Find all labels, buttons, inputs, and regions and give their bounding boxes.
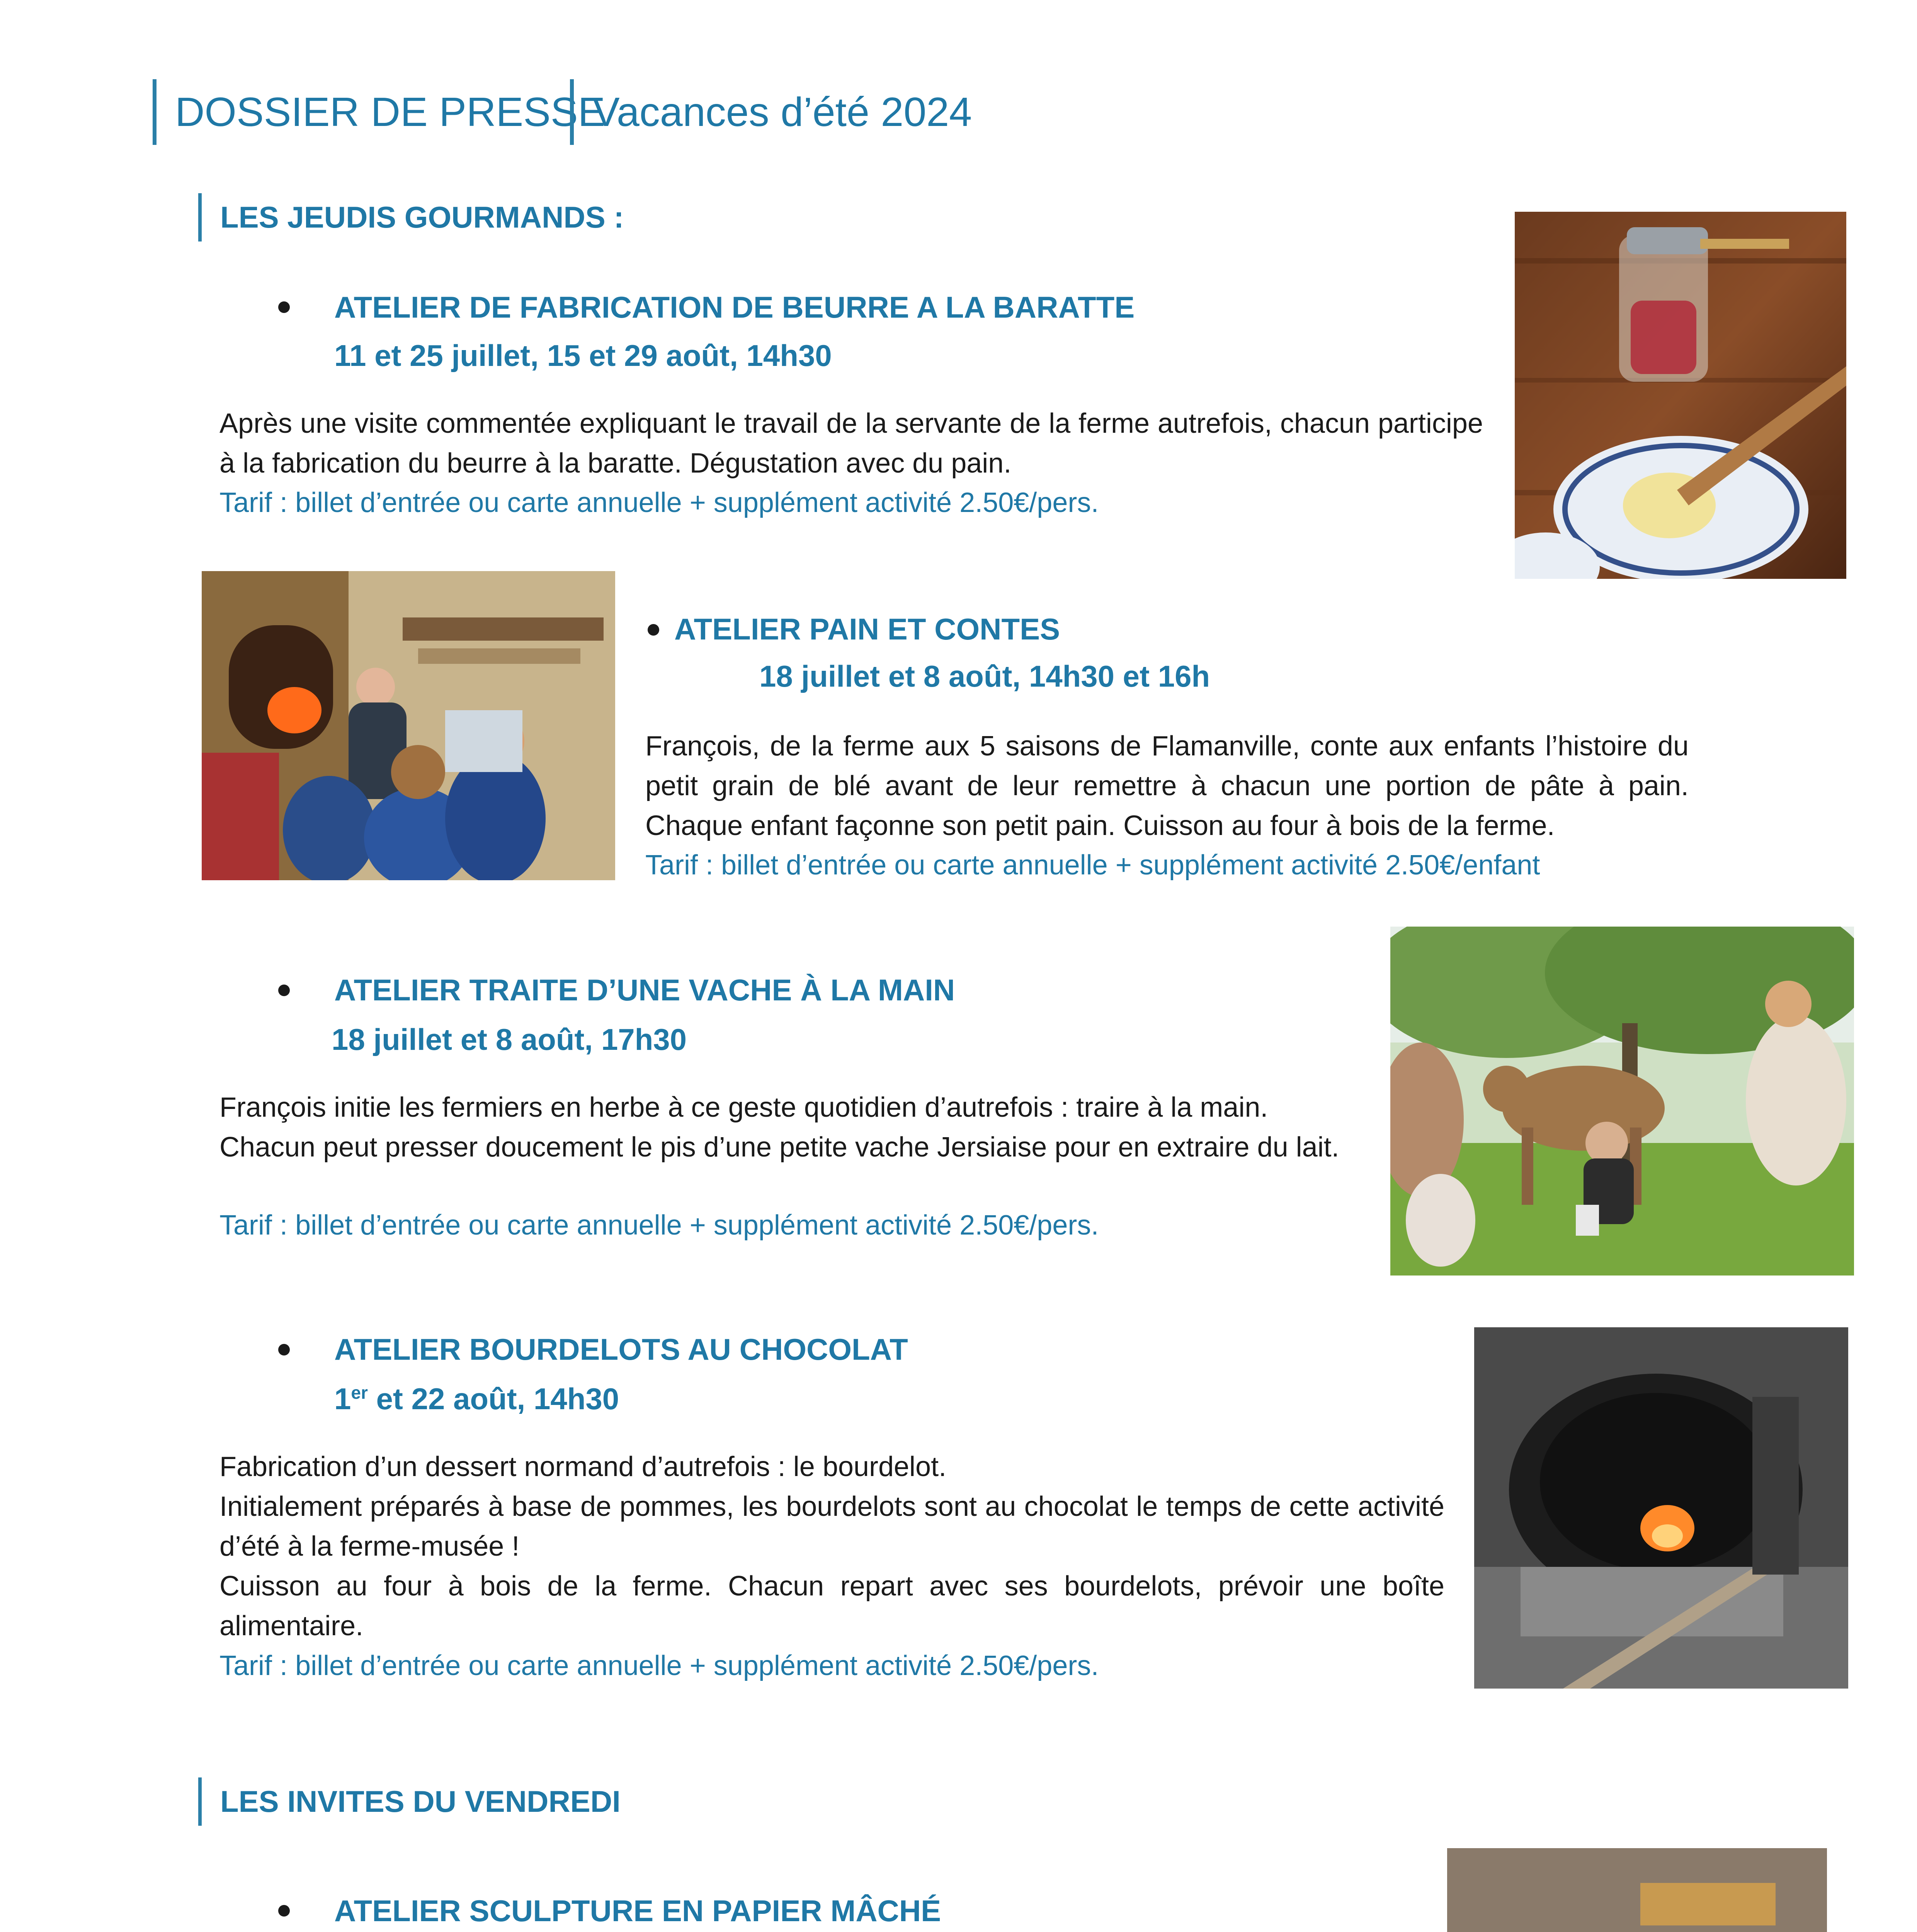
atelier-beurre-description xyxy=(219,404,1483,483)
atelier-bourdelots-tarif: Tarif : billet d’entrée ou carte annuelle + supplément activité 2.50€/pers. xyxy=(219,1650,1099,1681)
bullet xyxy=(278,985,290,996)
description-line: Chacun peut presser doucement le pis d’une petite vache Jersiaise pour en extraire du lait. xyxy=(219,1132,1339,1163)
description-line: François, de la ferme aux 5 saisons de Flamanville, conte aux enfants l’histoire du petit grain de blé avant de leur remettre à chacun une portion de pâte à pain. Chaque enfant façonne son petit pain. Cuisson au four à bois de la ferme. xyxy=(645,731,1689,841)
date-rest: et 22 août, 14h30 xyxy=(367,1382,619,1416)
description-line: François initie les fermiers en herbe à ce geste quotidien d’autrefois : traire à la main. xyxy=(219,1092,1268,1123)
atelier-pain-description xyxy=(645,726,1689,846)
atelier-beurre-tarif: Tarif : billet d’entrée ou carte annuelle + supplément activité 2.50€/pers. xyxy=(219,487,1099,518)
atelier-beurre-title: ATELIER DE FABRICATION DE BEURRE A LA BARATTE xyxy=(334,290,1135,324)
bullet xyxy=(278,1905,290,1917)
description-line: Fabrication d’un dessert normand d’autrefois : le bourdelot. xyxy=(219,1451,947,1482)
header-season-label: Vacances d’été 2024 xyxy=(570,79,972,145)
bullet xyxy=(278,301,290,313)
cow-milking-photo xyxy=(1390,927,1854,1276)
description-line: Cuisson au four à bois de la ferme. Chacun repart avec ses bourdelots, prévoir une boîte alimentaire. xyxy=(219,1571,1444,1641)
atelier-pain-date: 18 juillet et 8 août, 14h30 et 16h xyxy=(759,659,1210,693)
atelier-pain-title: ATELIER PAIN ET CONTES xyxy=(674,612,1060,646)
section-title-vendredi: LES INVITES DU VENDREDI xyxy=(198,1777,621,1826)
atelier-traite-date: 18 juillet et 8 août, 17h30 xyxy=(332,1022,687,1056)
description-line: Initialement préparés à base de pommes, les bourdelots sont au chocolat le temps de cette activité d’été à la ferme-musée ! xyxy=(219,1491,1444,1562)
papier-mache-photo xyxy=(1447,1848,1827,1932)
bread-tales-photo xyxy=(202,571,615,880)
atelier-bourdelots-date xyxy=(334,1379,619,1418)
section-title-jeudis: LES JEUDIS GOURMANDS : xyxy=(198,193,624,242)
atelier-beurre-date: 11 et 25 juillet, 15 et 29 août, 14h30 xyxy=(334,338,832,372)
atelier-traite-description xyxy=(219,1088,1363,1167)
atelier-traite-tarif: Tarif : billet d’entrée ou carte annuelle + supplément activité 2.50€/pers. xyxy=(219,1210,1099,1241)
bullet xyxy=(278,1344,290,1355)
description-line: Après une visite commentée expliquant le travail de la servante de la ferme autrefois, chacun participe à la fabrication du beurre à la baratte. Dégustation avec du pain. xyxy=(219,408,1483,479)
butter-churn-photo xyxy=(1515,212,1846,579)
atelier-pain-tarif: Tarif : billet d’entrée ou carte annuelle + supplément activité 2.50€/enfant xyxy=(645,850,1540,881)
date-number: 1 xyxy=(334,1382,351,1416)
atelier-bourdelots-description xyxy=(219,1447,1444,1646)
wood-oven-photo xyxy=(1474,1327,1848,1689)
atelier-bourdelots-title: ATELIER BOURDELOTS AU CHOCOLAT xyxy=(334,1332,908,1366)
atelier-sculpture-title: ATELIER SCULPTURE EN PAPIER MÂCHÉ xyxy=(334,1894,941,1928)
atelier-traite-title: ATELIER TRAITE D’UNE VACHE À LA MAIN xyxy=(334,973,955,1007)
date-superscript: er xyxy=(351,1383,368,1403)
header-dossier-label: DOSSIER DE PRESSE xyxy=(153,79,605,145)
bullet xyxy=(648,624,659,636)
